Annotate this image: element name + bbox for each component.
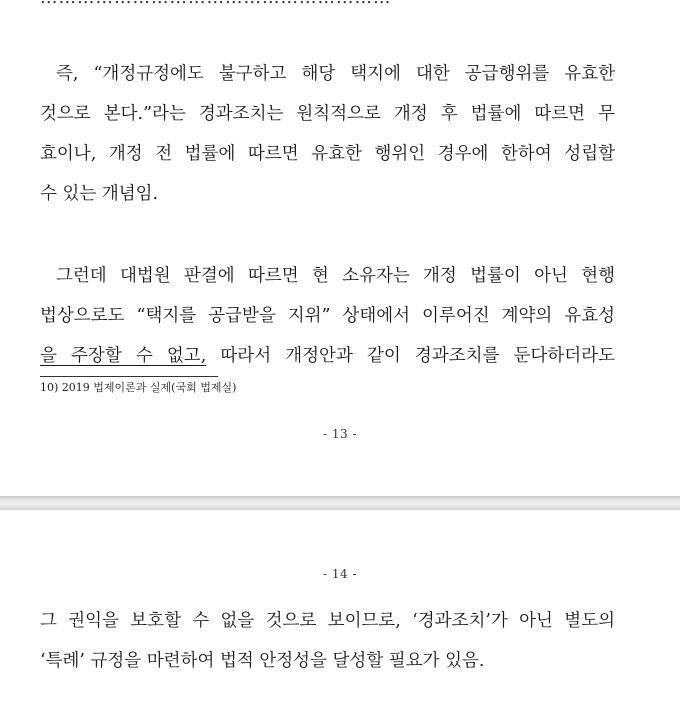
paragraph-line-2: ‘특례’ 규정을 마련하여 법적 안정성을 달성할 필요가 있음. — [40, 651, 485, 671]
page-number: - 13 - — [322, 427, 357, 441]
paragraph-1-line-3: 효이나, 개정 전 법률에 따르면 유효한 행위인 경우에 한하여 성립할 — [40, 144, 615, 164]
paragraph-2-line-3 — [40, 344, 615, 368]
footnote-separator — [40, 376, 218, 377]
paragraph-line-1: 그 권익을 보호할 수 없을 것으로 보이므로, ‘경과조치’가 아닌 별도의 — [40, 611, 615, 631]
paragraph-2-line-1: 그런데 대법원 판결에 따르면 현 소유자는 개정 법률이 아닌 현행 — [56, 266, 615, 286]
paragraph-1-line-1: 즉, “개정규정에도 불구하고 해당 택지에 대한 공급행위를 유효한 — [56, 64, 615, 84]
underlined-phrase: 을 주장할 수 없고, — [40, 346, 207, 366]
paragraph-1-line-2: 것으로 본다.”라는 경과조치는 원칙적으로 개정 후 법률에 따르면 무 — [40, 104, 615, 124]
footnote: 10) 2019 법제이론과 실제(국회 법제실) — [40, 381, 237, 394]
paragraph-2-line-2: 법상으로도 “택지를 공급받을 지위” 상태에서 이루어진 계약의 유효성 — [40, 306, 615, 326]
page-14 — [0, 510, 680, 717]
page-break — [0, 496, 680, 510]
paragraph-1-line-4: 수 있는 개념임. — [40, 184, 159, 204]
clipped-previous-line — [40, 0, 600, 10]
page-number: - 14 - — [322, 567, 357, 581]
paragraph-2-line-3-rest: 따라서 개정안과 같이 경과조치를 둔다하더라도 — [206, 346, 615, 366]
